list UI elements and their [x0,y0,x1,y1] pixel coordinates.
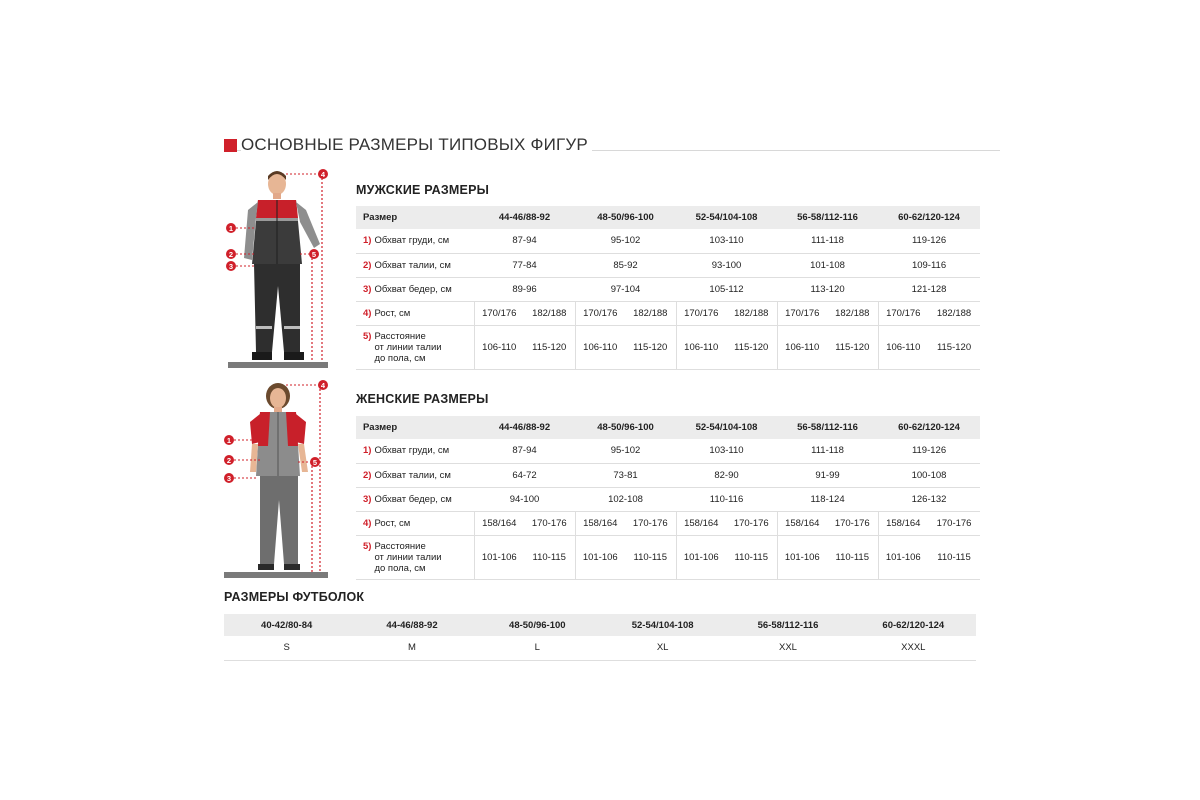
table-cell: 106-110 [676,325,726,369]
table-cell: 115-120 [726,325,777,369]
table-cell: 182/188 [726,301,777,325]
table-cell: 103-110 [676,229,777,253]
row-number: 4) [363,307,372,319]
male-figure-illustration [222,166,334,372]
tshirt-size-header: 48-50/96-100 [475,614,600,636]
table-cell: 121-128 [878,277,980,301]
table-cell: 170/176 [474,301,524,325]
table-cell: 158/164 [575,511,625,535]
svg-text:4: 4 [320,170,326,179]
table-cell: 101-106 [676,535,726,579]
table-cell: 110-115 [928,535,980,579]
row-label-text: Рост, см [374,307,411,319]
table-cell: 82-90 [676,463,777,487]
svg-text:5: 5 [312,458,318,467]
row-label-text: Обхват груди, см [374,445,450,457]
table-cell: 64-72 [474,463,575,487]
table-cell: 182/188 [524,301,575,325]
table-cell: 110-116 [676,487,777,511]
table-cell: 110-115 [625,535,676,579]
men-size-header: 60-62/120-124 [878,206,980,229]
page-title: ОСНОВНЫЕ РАЗМЕРЫ ТИПОВЫХ ФИГУР [241,135,592,155]
row-label-text: Обхват талии, см [374,259,451,271]
women-size-header: 52-54/104-108 [676,416,777,439]
table-cell: 158/164 [878,511,928,535]
men-sizes-table [356,206,980,370]
table-cell: 93-100 [676,253,777,277]
table-cell: 100-108 [878,463,980,487]
row-label [356,229,474,253]
svg-text:3: 3 [226,474,232,483]
row-label [356,325,474,369]
table-cell: 170-176 [625,511,676,535]
table-row [356,487,980,511]
table-cell: 77-84 [474,253,575,277]
table-cell: 110-115 [726,535,777,579]
women-size-header: 48-50/96-100 [575,416,676,439]
table-cell: 73-81 [575,463,676,487]
table-cell: L [475,636,600,660]
marker-2-icon [224,455,234,465]
men-header-row [356,206,980,229]
row-number: 3) [363,283,372,295]
table-cell: 126-132 [878,487,980,511]
table-cell: 170-176 [827,511,878,535]
row-label-text: Обхват груди, см [374,235,450,247]
table-cell: 106-110 [777,325,827,369]
tshirt-sizes-heading: РАЗМЕРЫ ФУТБОЛОК [224,590,365,604]
men-size-header: 44-46/88-92 [474,206,575,229]
men-size-header: 52-54/104-108 [676,206,777,229]
marker-1-icon [224,435,234,445]
table-row [356,229,980,253]
table-cell: 158/164 [777,511,827,535]
table-cell: 89-96 [474,277,575,301]
table-cell: 111-118 [777,439,878,463]
marker-4-icon [318,169,328,179]
table-cell: 115-120 [625,325,676,369]
table-cell: 85-92 [575,253,676,277]
women-size-header: 60-62/120-124 [878,416,980,439]
svg-text:2: 2 [228,250,234,259]
row-label-text: Обхват бедер, см [374,493,452,505]
table-row [356,439,980,463]
row-label-text: Расстояние [374,330,426,342]
table-cell: 101-108 [777,253,878,277]
row-label-text: от линии талии [374,551,442,563]
tshirt-size-header: 60-62/120-124 [851,614,976,636]
svg-text:1: 1 [226,436,232,445]
tshirt-sizes-table [224,614,976,661]
row-number: 1) [363,445,372,457]
table-cell: 115-120 [928,325,980,369]
tshirt-size-header: 52-54/104-108 [600,614,725,636]
table-cell: 87-94 [474,229,575,253]
row-label-text: Рост, см [374,517,411,529]
table-cell: M [349,636,474,660]
table-cell: 170/176 [676,301,726,325]
table-cell: 115-120 [524,325,575,369]
table-cell: 182/188 [827,301,878,325]
row-label [356,439,474,463]
row-label [356,301,474,325]
tshirt-size-header: 40-42/80-84 [224,614,349,636]
table-cell: XXXL [851,636,976,660]
table-cell: 115-120 [827,325,878,369]
svg-text:4: 4 [320,381,326,390]
table-cell: XL [600,636,725,660]
table-cell: 158/164 [474,511,524,535]
table-row [356,325,980,369]
title-accent-square [224,139,237,152]
table-row [356,463,980,487]
table-cell: 170-176 [726,511,777,535]
tshirt-size-header: 56-58/112-116 [725,614,850,636]
row-label [356,463,474,487]
table-cell: 182/188 [928,301,980,325]
table-row [356,535,980,579]
row-number: 5) [363,540,372,552]
table-cell: 170-176 [524,511,575,535]
table-cell: 110-115 [827,535,878,579]
female-figure-illustration [220,376,332,582]
table-cell: 95-102 [575,229,676,253]
table-cell: 95-102 [575,439,676,463]
men-sizes-heading: МУЖСКИЕ РАЗМЕРЫ [356,183,490,197]
row-label [356,277,474,301]
table-row [356,277,980,301]
table-cell: 109-116 [878,253,980,277]
table-cell: 119-126 [878,439,980,463]
table-cell: 182/188 [625,301,676,325]
table-cell: 103-110 [676,439,777,463]
table-cell: 158/164 [676,511,726,535]
table-cell: 113-120 [777,277,878,301]
row-number: 1) [363,235,372,247]
table-row [356,301,980,325]
marker-2-icon [226,249,236,259]
row-label-text: Расстояние [374,540,426,552]
row-label [356,511,474,535]
table-cell: 106-110 [575,325,625,369]
men-size-header: 48-50/96-100 [575,206,676,229]
row-label-text: до пола, см [374,562,426,574]
table-cell: 119-126 [878,229,980,253]
men-header-label: Размер [356,206,474,229]
table-cell: 87-94 [474,439,575,463]
table-cell: 170-176 [928,511,980,535]
table-cell: 106-110 [878,325,928,369]
row-label-text: до пола, см [374,352,426,364]
table-cell: 170/176 [878,301,928,325]
women-header-label: Размер [356,416,474,439]
men-size-header: 56-58/112-116 [777,206,878,229]
marker-3-icon [226,261,236,271]
table-cell: 170/176 [575,301,625,325]
table-cell: 101-106 [474,535,524,579]
women-sizes-table [356,416,980,580]
table-cell: 170/176 [777,301,827,325]
row-number: 5) [363,330,372,342]
marker-1-icon [226,223,236,233]
table-cell: 101-106 [777,535,827,579]
table-cell: 111-118 [777,229,878,253]
row-label [356,535,474,579]
table-row [224,636,976,660]
page-title-bar [224,134,1000,158]
marker-3-icon [224,473,234,483]
row-label-text: Обхват бедер, см [374,283,452,295]
svg-text:1: 1 [228,224,234,233]
table-cell: 94-100 [474,487,575,511]
table-cell: 91-99 [777,463,878,487]
table-cell: XXL [725,636,850,660]
table-row [356,253,980,277]
marker-5-icon [309,249,319,259]
svg-text:3: 3 [228,262,234,271]
row-label [356,253,474,277]
tshirt-header-row [224,614,976,636]
row-number: 4) [363,517,372,529]
table-row [356,511,980,535]
row-number: 2) [363,259,372,271]
table-cell: 102-108 [575,487,676,511]
women-size-header: 44-46/88-92 [474,416,575,439]
tshirt-size-header: 44-46/88-92 [349,614,474,636]
women-header-row [356,416,980,439]
row-label-text: Обхват талии, см [374,469,451,481]
women-sizes-heading: ЖЕНСКИЕ РАЗМЕРЫ [356,392,489,406]
women-size-header: 56-58/112-116 [777,416,878,439]
table-cell: 110-115 [524,535,575,579]
table-cell: 106-110 [474,325,524,369]
table-cell: 118-124 [777,487,878,511]
row-label-text: от линии талии [374,341,442,353]
svg-text:2: 2 [226,456,232,465]
table-cell: S [224,636,349,660]
row-number: 3) [363,493,372,505]
table-cell: 105-112 [676,277,777,301]
row-number: 2) [363,469,372,481]
table-cell: 101-106 [575,535,625,579]
table-cell: 97-104 [575,277,676,301]
table-cell: 101-106 [878,535,928,579]
marker-5-icon [310,457,320,467]
row-label [356,487,474,511]
marker-4-icon [318,380,328,390]
svg-text:5: 5 [311,250,317,259]
